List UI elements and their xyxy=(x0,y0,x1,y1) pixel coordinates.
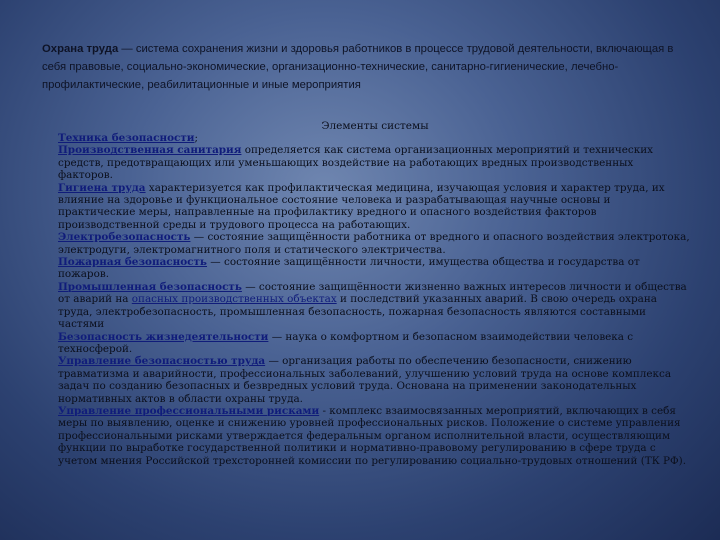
list-item: Промышленная безопасность — состояние защищённости жизненно важных интересов личности и общества от аварий на опасных производственных объектах и последствий указанных аварий. В свою очередь охрана труда, электробезопасность, промышленная безопасность, пожарная безопасность являются составными частями xyxy=(58,280,687,331)
intro-text: — система сохранения жизни и здоровья работников в процессе трудовой деятельности, включающая в себя правовые, социально-экономические, организационно-технические, санитарно-гигиенические, лечебно-профилактические, реабилитационные и иные мероприятия xyxy=(42,43,674,91)
list-item: Управление профессиональными рисками - комплекс взаимосвязанных мероприятий, включающих в себя меры по выявлению, оценке и снижению уровней профессиональных рисков. Положение о системе управления профессиональными рисками утверждается федеральным органом исполнительной власти, осуществляющим функции по выработке государственной политики и нормативно-правовому регулированию в сфере труда с учетом мнения Российской трехсторонней комиссии по регулированию социально-трудовых отношений (ТК РФ). xyxy=(58,404,687,467)
term-link[interactable]: Управление безопасностью труда xyxy=(58,355,266,368)
section-title: Элементы системы xyxy=(321,120,429,132)
term-link[interactable]: Промышленная безопасность xyxy=(58,280,242,293)
list-item: Управление безопасностью труда — организация работы по обеспечению безопасности, снижению травматизма и аварийности, профессиональных заболеваний, улучшению условий труда на основе комплекса задач по созданию безопасных и безвредных условий труда. Основана на применении законодательных нормативных актов в области охраны труда. xyxy=(58,355,672,405)
list-item: Производственная санитария определяется как система организационных мероприятий и технических средств, предотвращающих или уменьшающих воздействие на работающих вредных производственных факторов. xyxy=(58,144,653,182)
list-item: Гигиена труда характеризуется как профилактическая медицина, изучающая условия и характер труда, их влияние на здоровье и функциональное состояние человека и разрабатывающая научные основы и практические меры, направленные на профилактику вредного и опасного воздействия факторов производственной среды и трудового процесса на работающих. xyxy=(58,181,665,231)
list-item: Безопасность жизнедеятельности — наука о комфортном и безопасном взаимодействии человека с техносферой. xyxy=(58,330,634,355)
intro-term: Охрана труда xyxy=(42,43,119,55)
term-link[interactable]: Управление профессиональными рисками xyxy=(58,404,320,417)
term-link[interactable]: Безопасность жизнедеятельности xyxy=(58,330,269,343)
elements-list xyxy=(58,132,690,467)
list-item: Пожарная безопасность — состояние защищённости личности, имущества общества и государства от пожаров. xyxy=(58,256,640,281)
inline-link[interactable]: опасных производственных объектах xyxy=(131,293,337,306)
intro-paragraph xyxy=(42,40,682,94)
term-link[interactable]: Производственная санитария xyxy=(58,144,242,157)
term-link[interactable]: Пожарная безопасность xyxy=(58,256,207,269)
list-item: Электробезопасность — состояние защищённости работника от вредного и опасного воздействия электротока, электродуги, электромагнитного поля и статического электричества. xyxy=(58,231,690,256)
term-link[interactable]: Гигиена труда xyxy=(58,181,146,194)
term-link[interactable]: Электробезопасность xyxy=(58,231,191,244)
term-link[interactable]: Техника безопасности xyxy=(58,132,195,144)
list-item: Техника безопасности; xyxy=(58,132,198,144)
